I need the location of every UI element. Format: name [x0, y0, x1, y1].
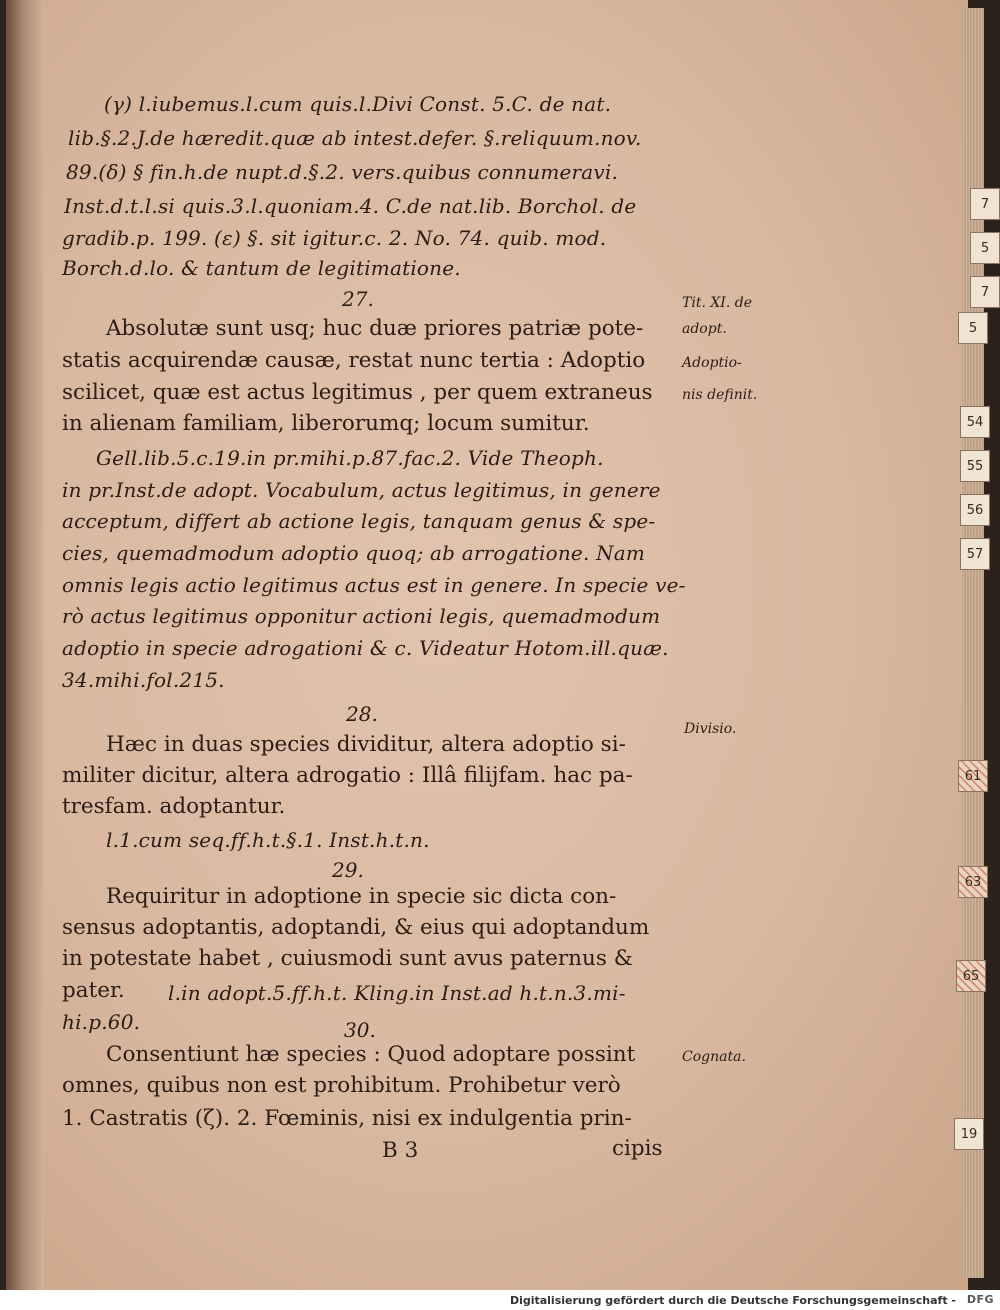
index-tab: 54 [960, 406, 990, 438]
catchword: cipis [612, 1136, 663, 1161]
note-line: l.1.cum seq.ff.h.t.§.1. Inst.h.t.n. [106, 828, 430, 852]
index-tab: 61 [958, 760, 988, 792]
index-tab: 7 [970, 188, 1000, 220]
margin-note: Cognata. [682, 1049, 746, 1065]
index-tab: 57 [960, 538, 990, 570]
index-tab: 65 [956, 960, 986, 992]
body-line: in alienam familiam, liberorumq; locum sumitur. [62, 411, 590, 436]
body-line: Consentiunt hæ species : Quod adoptare possint [106, 1042, 636, 1067]
body-line: in potestate habet , cuiusmodi sunt avus paternus & [62, 946, 633, 971]
section-number: 28. [346, 702, 378, 726]
note-line: hi.p.60. [62, 1010, 141, 1034]
margin-note: Adoptio- [682, 355, 742, 371]
page-gutter [6, 0, 44, 1290]
footnote-line: gradib.p. 199. (ε) §. sit igitur.c. 2. No. 74. quib. mod. [62, 226, 607, 250]
body-line: scilicet, quæ est actus legitimus , per quem extraneus [62, 380, 653, 405]
book-page [6, 0, 968, 1290]
body-line: sensus adoptantis, adoptandi, & eius qui adoptandum [62, 915, 650, 940]
note-line: in pr.Inst.de adopt. Vocabulum, actus legitimus, in genere [62, 478, 661, 502]
body-line: militer dicitur, altera adrogatio : Illâ filijfam. hac pa- [62, 763, 633, 788]
footnote-line: 89.(δ) § fin.h.de nupt.d.§.2. vers.quibus connumeravi. [66, 160, 619, 184]
footer-credit: Digitalisierung gefördert durch die Deutsche Forschungsgemeinschaft - [509, 1294, 956, 1307]
margin-note: Divisio. [684, 721, 737, 737]
index-tab: 19 [954, 1118, 984, 1150]
note-line: acceptum, differt ab actione legis, tanquam genus & spe- [62, 509, 656, 533]
body-line: pater. [62, 978, 125, 1003]
note-line: adoptio in specie adrogationi & c. Videatur Hotom.ill.quæ. [62, 636, 669, 660]
section-number: 30. [344, 1018, 376, 1042]
footnote-line: Inst.d.t.l.si quis.3.l.quoniam.4. C.de nat.lib. Borchol. de [64, 194, 637, 218]
body-line: omnes, quibus non est prohibitum. Prohibetur verò [62, 1073, 621, 1098]
margin-note: nis definit. [682, 387, 758, 403]
body-line: Hæc in duas species dividitur, altera adoptio si- [106, 732, 626, 757]
body-line: Absolutæ sunt usq; huc duæ priores patriæ pote- [106, 316, 644, 341]
dfg-logo: DFG [966, 1293, 994, 1306]
note-line: cies, quemadmodum adoptio quoq; ab arrogatione. Nam [62, 541, 646, 565]
footnote-line: lib.§.2.J.de hæredit.quæ ab intest.defer. §.reliquum.nov. [68, 126, 642, 150]
note-line: 34.mihi.fol.215. [62, 668, 225, 692]
index-tab: 7 [970, 276, 1000, 308]
section-number: 29. [332, 858, 364, 882]
index-tab: 56 [960, 494, 990, 526]
signature-mark: B 3 [382, 1138, 419, 1163]
body-line: statis acquirendæ causæ, restat nunc tertia : Adoptio [62, 348, 646, 373]
body-line: tresfam. adoptantur. [62, 794, 286, 819]
note-line: omnis legis actio legitimus actus est in genere. In specie ve- [62, 573, 686, 597]
footnote-line: (γ) l.iubemus.l.cum quis.l.Divi Const. 5.C. de nat. [104, 92, 612, 116]
section-number: 27. [342, 287, 374, 311]
margin-note: Tit. XI. de [682, 295, 752, 311]
index-tab: 63 [958, 866, 988, 898]
index-tab: 55 [960, 450, 990, 482]
footnote-line: Borch.d.lo. & tantum de legitimatione. [62, 256, 461, 280]
index-tab: 5 [958, 312, 988, 344]
margin-note: adopt. [682, 321, 727, 337]
body-line: 1. Castratis (ζ). 2. Fœminis, nisi ex indulgentia prin- [62, 1106, 632, 1131]
note-line: rò actus legitimus opponitur actioni legis, quemadmodum [62, 604, 661, 628]
body-line: Requiritur in adoptione in specie sic dicta con- [106, 884, 617, 909]
note-line: l.in adopt.5.ff.h.t. Kling.in Inst.ad h.t.n.3.mi- [168, 981, 626, 1005]
index-tab: 5 [970, 232, 1000, 264]
note-line: Gell.lib.5.c.19.in pr.mihi.p.87.fac.2. Vide Theoph. [96, 446, 604, 470]
